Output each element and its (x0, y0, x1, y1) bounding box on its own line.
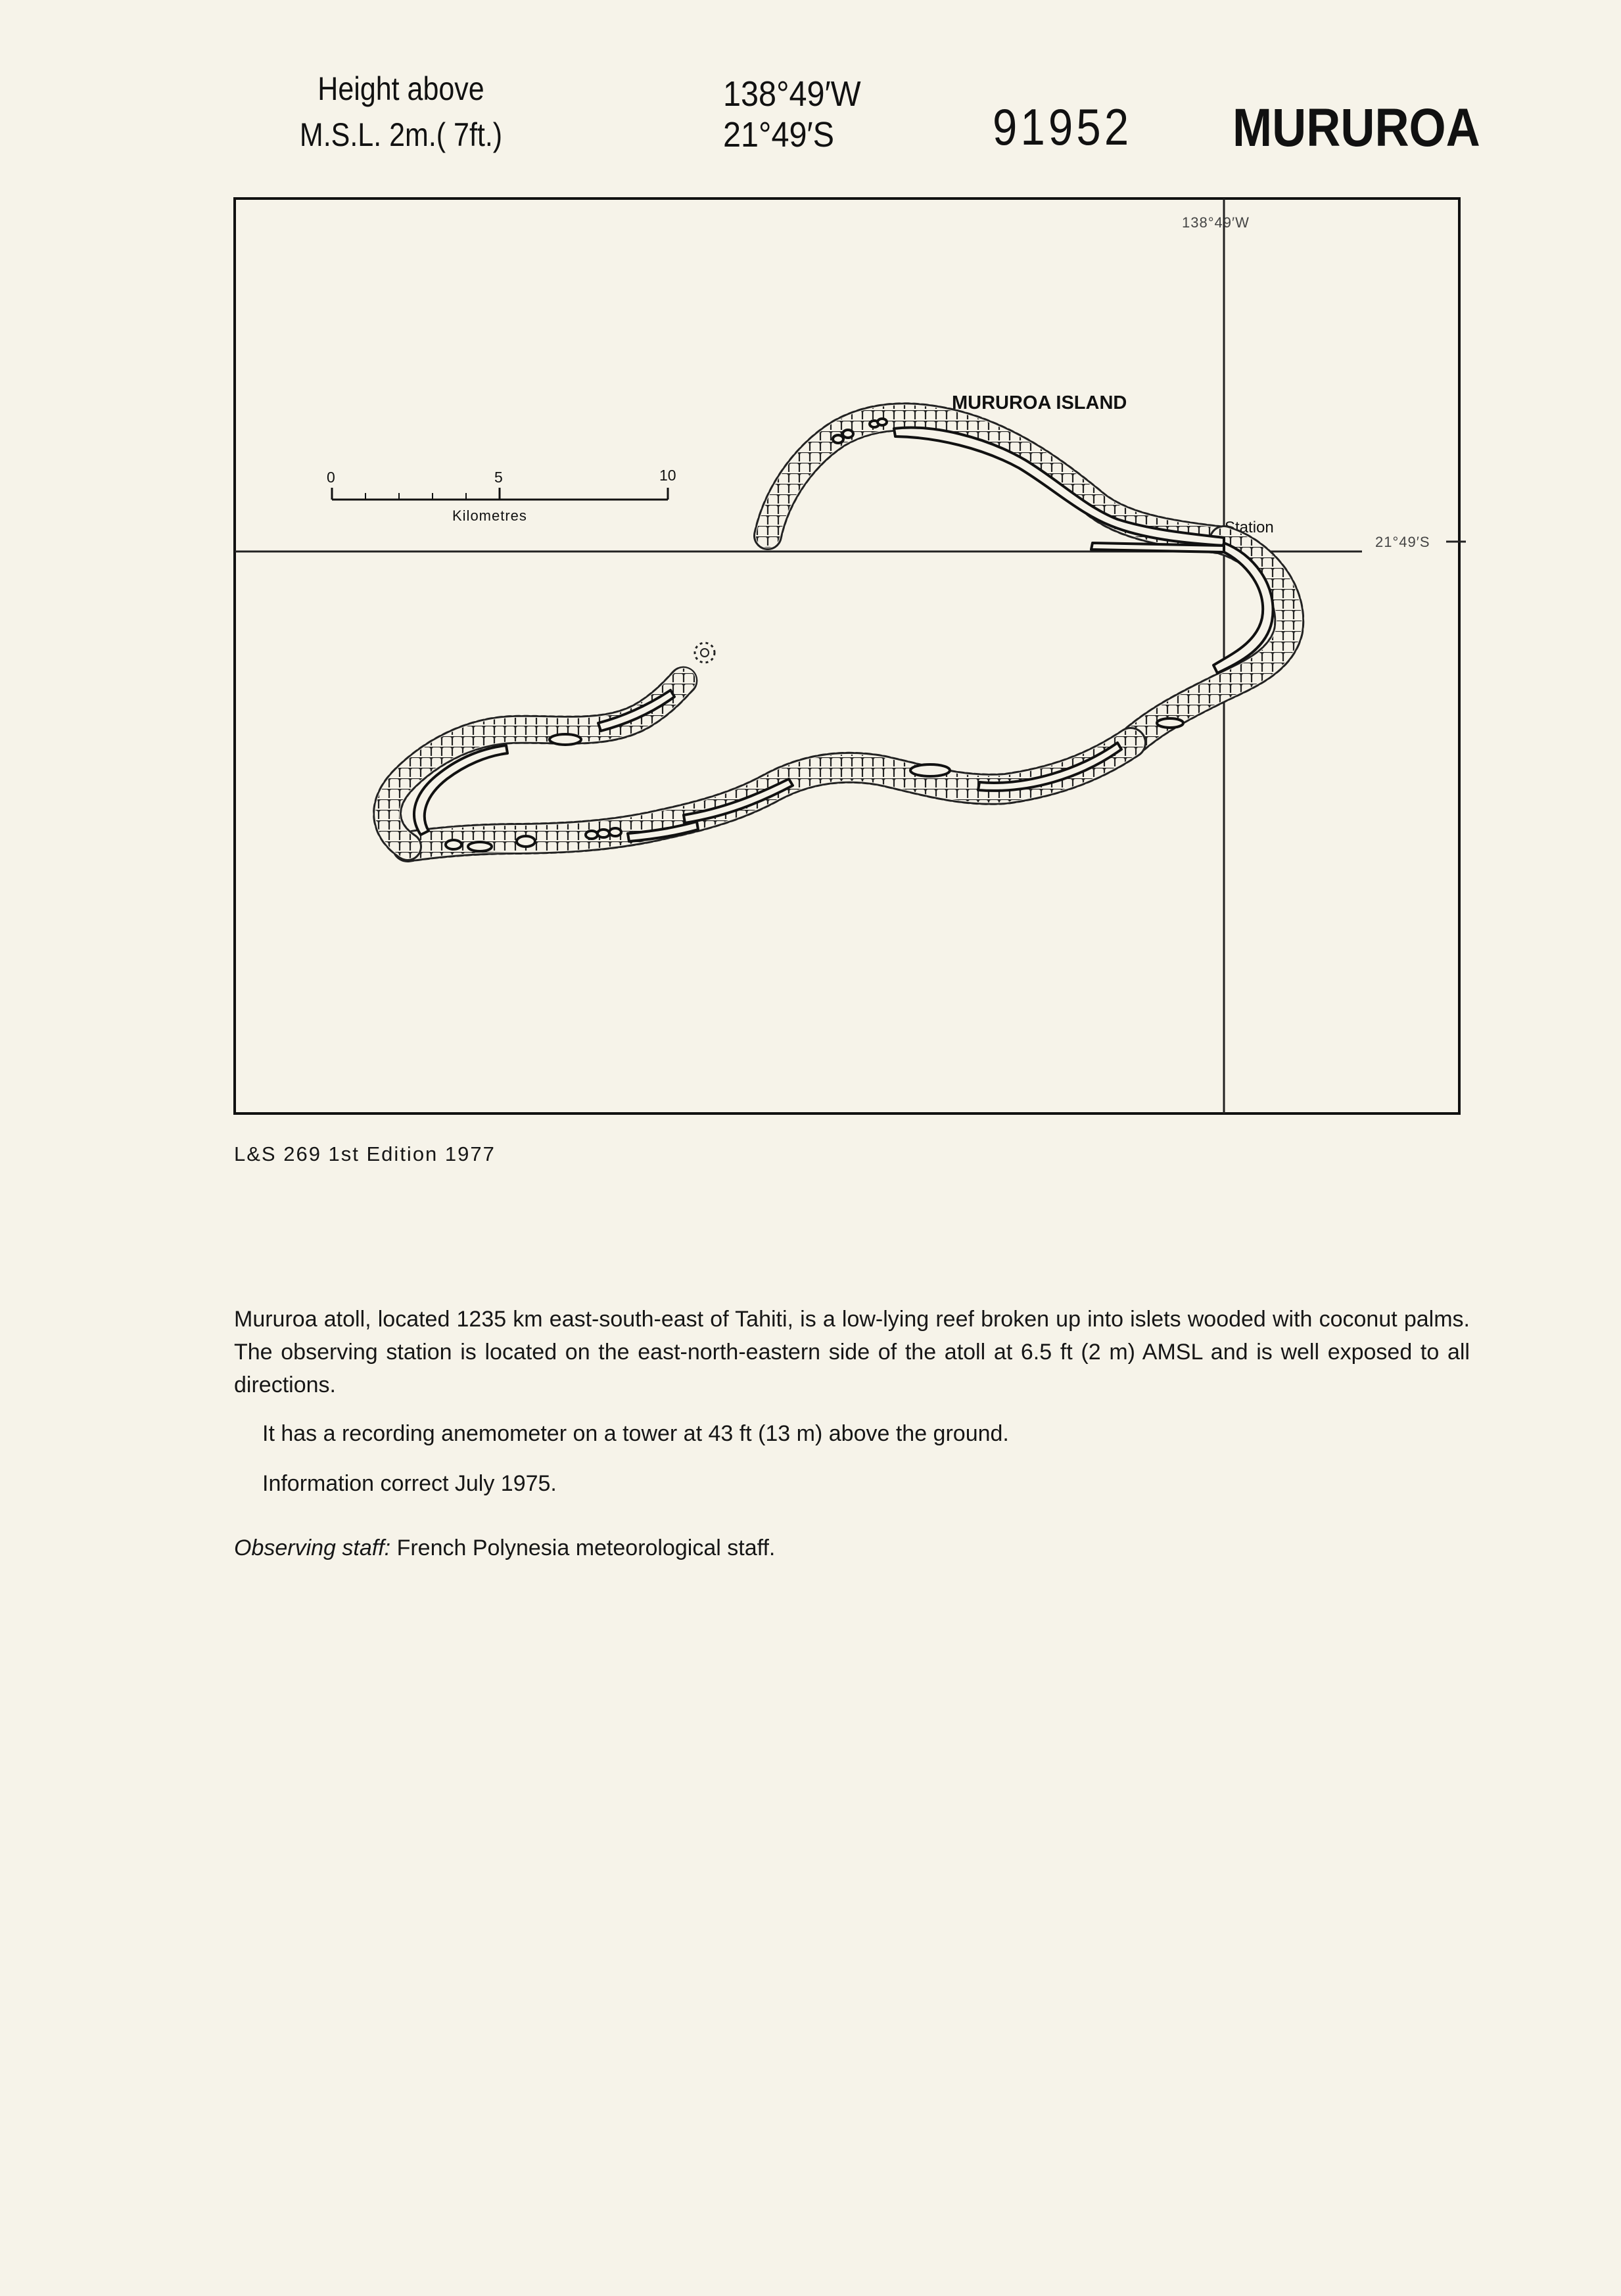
islet-south-oval-2 (1157, 718, 1183, 728)
islet-sw-3 (517, 836, 535, 847)
detached-reef (695, 643, 715, 663)
map-longitude-label: 138°49′W (1182, 214, 1250, 231)
scale-tick-5: 5 (494, 469, 503, 486)
islet-sw-6 (609, 828, 621, 836)
observing-staff-label: Observing staff: (234, 1535, 391, 1560)
description-paragraph-2: It has a recording anemometer on a tower at 43 ft (13 m) above the ground. (262, 1421, 1009, 1446)
observing-staff (234, 1532, 1470, 1564)
islet-sw-2 (468, 842, 492, 851)
header-latitude: 21°49′S (723, 115, 835, 154)
description-paragraph-1: Mururoa atoll, located 1235 km east-south-east of Tahiti, is a low-lying reef broken up into islets wooded with coconut palms. The observing station is located on the east-north-eastern side of the atoll at 6.5 ft (2 m) AMSL and is well exposed to all directions. (234, 1307, 1470, 1397)
islet-west-small (550, 734, 581, 745)
map-latitude-label: 21°49′S (1375, 534, 1430, 550)
islet-station-bar (1091, 543, 1224, 552)
station-number: 91952 (993, 98, 1133, 156)
islet-n-4 (878, 419, 887, 425)
station-name: MURUROA (1233, 98, 1480, 158)
atoll-islets (414, 419, 1273, 851)
scale-tick-10: 10 (659, 467, 676, 484)
islet-sw-5 (598, 830, 609, 837)
scale-tick-0: 0 (327, 469, 335, 486)
edition-line: L&S 269 1st Edition 1977 (234, 1142, 496, 1165)
islet-sw-4 (586, 831, 598, 839)
station-label: Station (1225, 519, 1274, 536)
header-longitude: 138°49′W (723, 74, 861, 114)
reef-east-side-hatch (1131, 540, 1289, 743)
height-label-line2: M.S.L. 2m.( 7ft.) (299, 116, 503, 153)
islet-n-2 (843, 430, 853, 438)
atoll-reef (387, 417, 1289, 847)
islet-south-oval (910, 764, 950, 776)
description-paragraph-3: Information correct July 1975. (262, 1471, 557, 1496)
scale-unit-label: Kilometres (452, 507, 527, 524)
observing-staff-value: French Polynesia meteorological staff. (396, 1535, 776, 1560)
islet-n-1 (833, 435, 843, 443)
scale-bar (327, 467, 676, 524)
island-label: MURUROA ISLAND (952, 392, 1127, 413)
islet-sw-1 (446, 840, 461, 849)
height-label-line1: Height above (317, 70, 484, 107)
